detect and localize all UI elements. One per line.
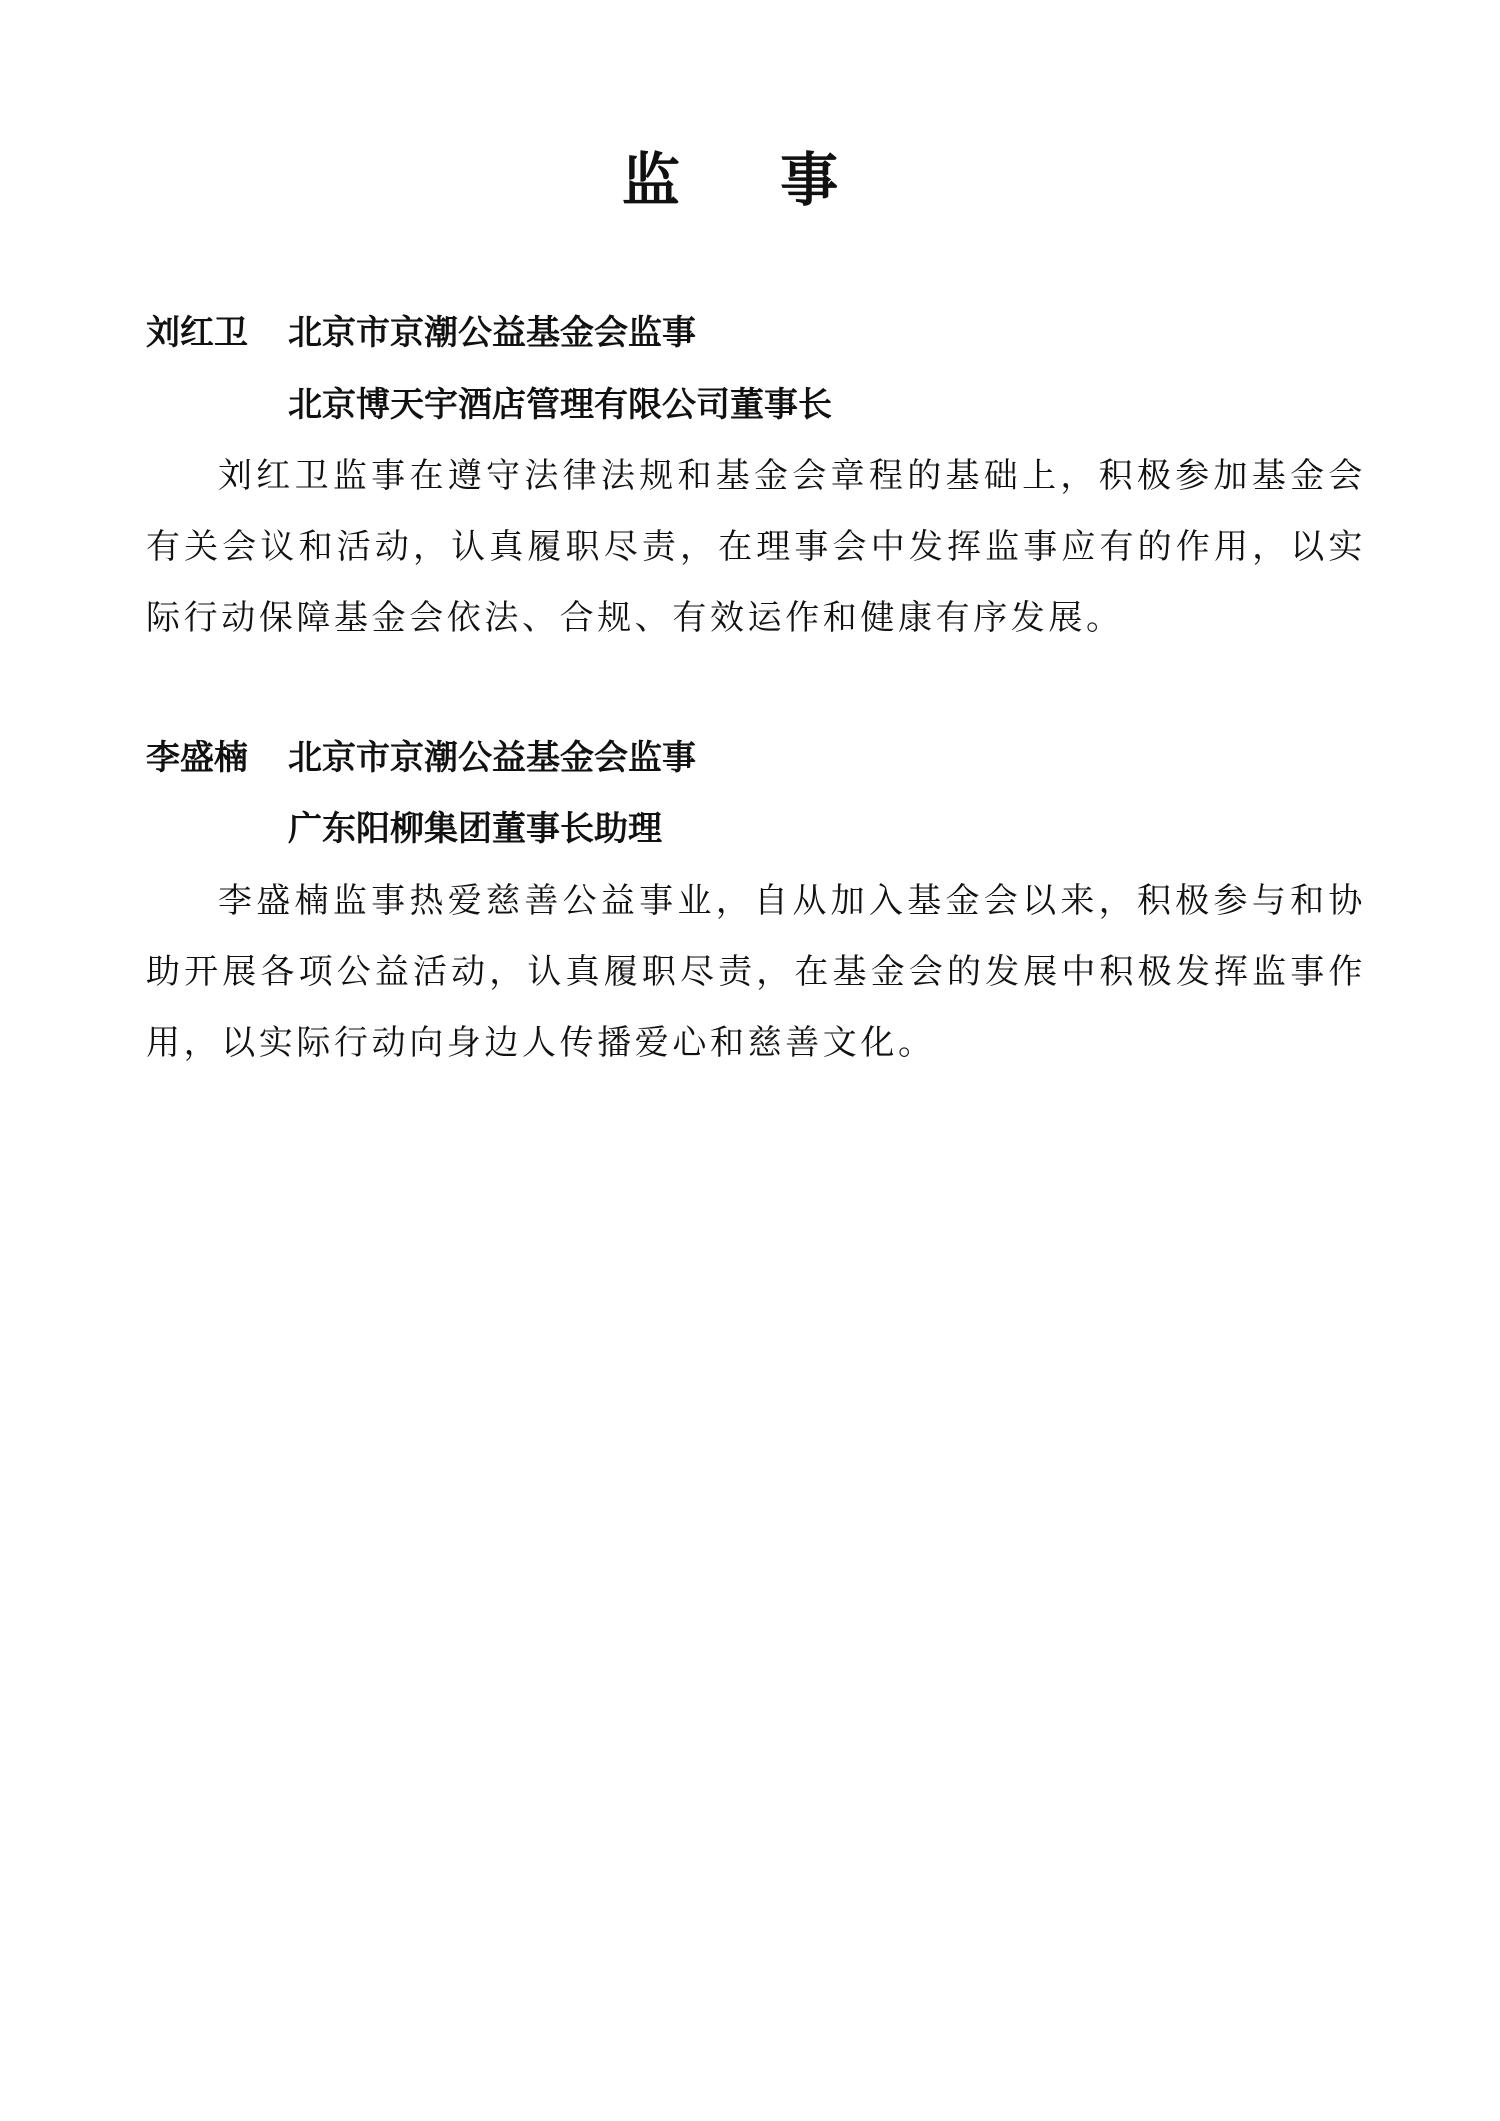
member-role-primary: 北京市京潮公益基金会监事 [288, 738, 696, 778]
member-name: 刘红卫 [146, 313, 248, 353]
page-title: 监 事 [621, 146, 879, 214]
member-role-primary: 北京市京潮公益基金会监事 [288, 313, 696, 353]
member-role-secondary: 北京博天宇酒店管理有限公司董事长 [288, 385, 832, 425]
member-bio: 李盛楠监事热爱慈善公益事业，自从加入基金会以来，积极参与和协助开展各项公益活动，认真履职尽责，在基金会的发展中积极发挥监事作用，以实际行动向身边人传播爱心和慈善文化。 [146, 881, 1366, 1063]
member-bio: 刘红卫监事在遵守法律法规和基金会章程的基础上，积极参加基金会有关会议和活动，认真履职尽责，在理事会中发挥监事应有的作用，以实际行动保障基金会依法、合规、有效运作和健康有序发展。 [146, 456, 1366, 638]
member-role-secondary: 广东阳柳集团董事长助理 [288, 809, 662, 849]
member-name: 李盛楠 [146, 738, 248, 778]
